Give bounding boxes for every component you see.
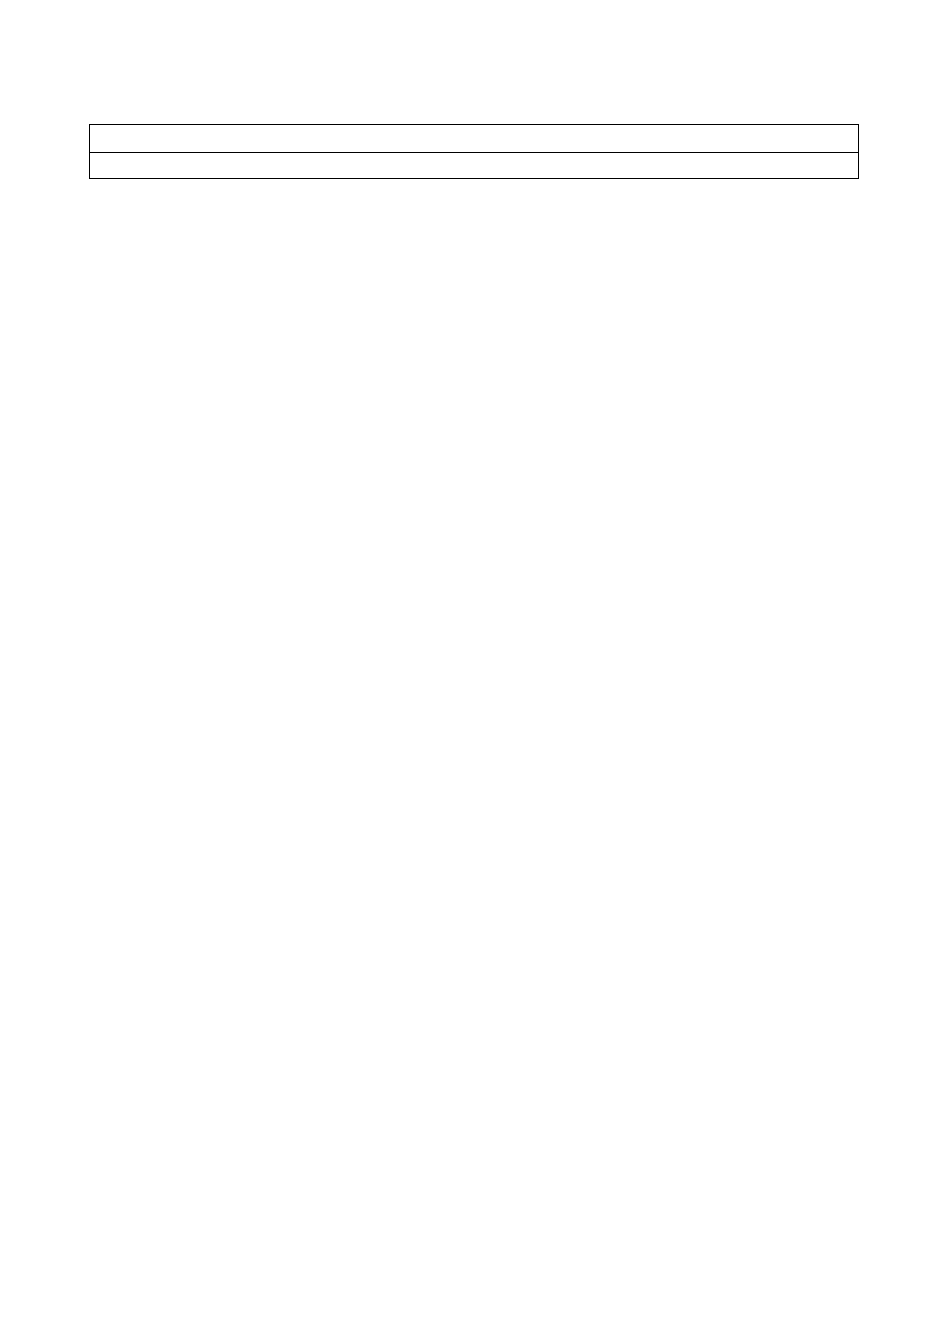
spacer-row [90, 153, 859, 179]
spacer-row [90, 125, 859, 153]
schedule-table-top [89, 124, 859, 179]
